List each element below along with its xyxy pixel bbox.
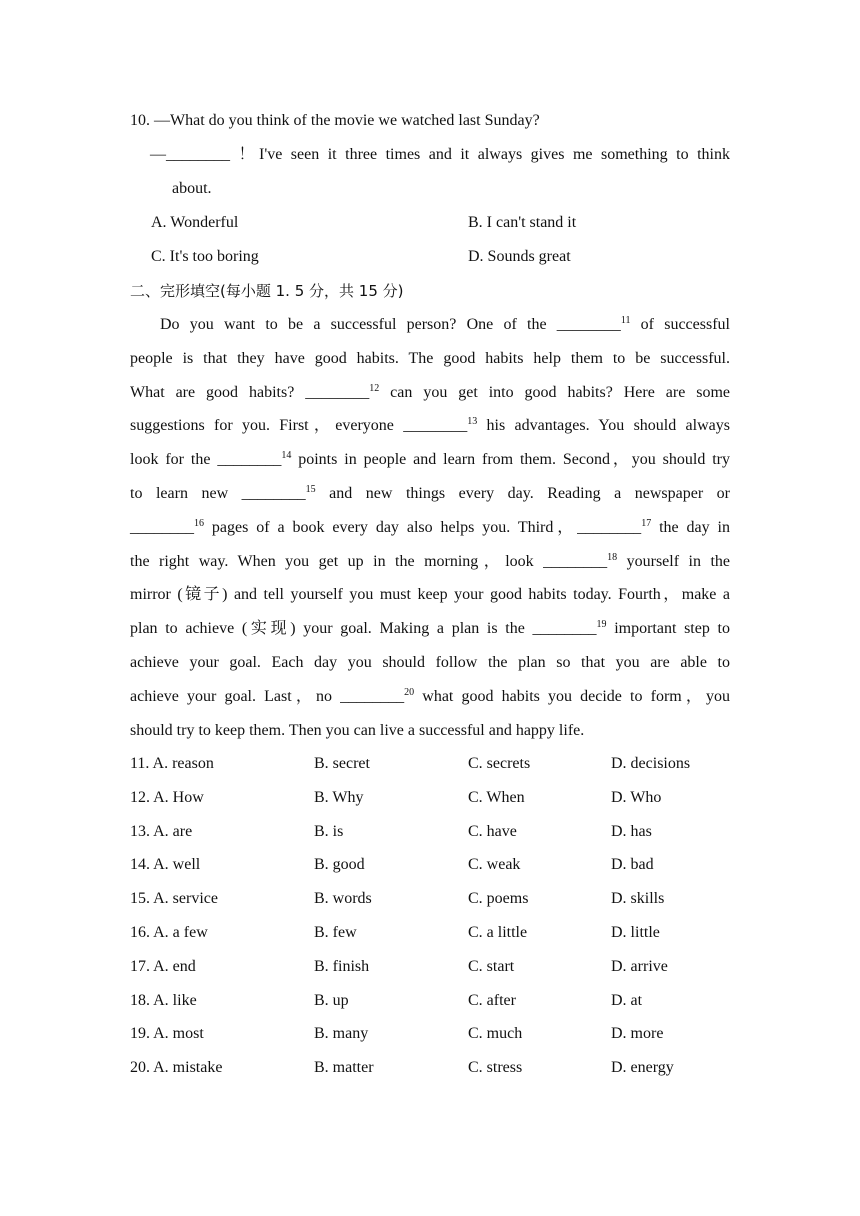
blank-number: 20 — [404, 686, 415, 698]
choice-option: C. poems — [468, 890, 529, 908]
choice-option: D. decisions — [611, 755, 691, 772]
choice-option: C. secrets — [468, 755, 531, 772]
choice-option: C. much — [468, 1025, 523, 1043]
choice-option: B. is — [314, 822, 344, 840]
section-heading: 二、完形填空(每小题 1. 5 分，共 15 分) — [130, 282, 404, 300]
blank-number: 11 — [620, 315, 631, 326]
choice-option: D. has — [611, 822, 652, 840]
passage-line — [130, 409, 730, 443]
choice-option: 16. A. a few — [130, 924, 208, 941]
passage-text: look for the ________ — [130, 451, 282, 469]
blank-number: 17 — [641, 517, 652, 529]
choice-option: C. stress — [468, 1059, 523, 1077]
choice-option: B. finish — [314, 957, 370, 975]
passage-line — [130, 714, 730, 748]
blank-number: 13 — [467, 416, 478, 428]
q10-options-row-1 — [130, 206, 750, 240]
passage-text: people is that they have good habits. The good habits help them to be successful. — [130, 349, 730, 367]
choice-option: D. little — [611, 924, 660, 941]
choice-row — [130, 882, 750, 916]
choice-option: D. bad — [611, 856, 654, 874]
choice-row — [130, 815, 750, 849]
choice-option: D. energy — [611, 1059, 674, 1077]
choice-option: B. many — [314, 1025, 369, 1043]
passage-text: suggestions for you. First，everyone ________ — [130, 417, 468, 435]
choice-option: 13. A. are — [130, 822, 193, 840]
choice-option: B. Why — [314, 788, 364, 806]
choice-option: 15. A. service — [130, 890, 218, 908]
choice-option: C. When — [468, 788, 525, 806]
passage-text: his advantages. You should always — [477, 417, 730, 435]
q10-question: 10. —What do you think of the movie we watched last Sunday? — [130, 112, 540, 129]
passage-line — [130, 477, 730, 511]
passage-line — [130, 646, 730, 680]
passage-text: can you get into good habits? Here are some — [379, 383, 731, 401]
choice-option: C. after — [468, 991, 516, 1009]
passage-text: achieve your goal. Last，no ________ — [130, 687, 405, 705]
passage-line — [130, 511, 730, 545]
q10-option-b: B. I can't stand it — [468, 214, 577, 231]
choice-option: B. words — [314, 890, 372, 908]
q10-options-row-2 — [130, 240, 750, 274]
choice-option: D. skills — [611, 890, 665, 908]
choice-option: 17. A. end — [130, 957, 196, 975]
blank-number: 14 — [281, 450, 292, 462]
choice-option: C. a little — [468, 924, 528, 941]
passage-text: pages of a book every day also helps you. Third，________ — [204, 518, 642, 536]
passage-text: should try to keep them. Then you can live a successful and happy life. — [130, 721, 585, 739]
passage-text: important step to — [606, 620, 730, 638]
choice-option: C. have — [468, 822, 517, 840]
choice-option: B. good — [314, 856, 365, 874]
passage-text: yourself in the — [617, 552, 730, 570]
passage-text: achieve your goal. Each day you should follow the plan so that you are able to — [130, 654, 730, 671]
passage-text: and new things every day. Reading a newspaper or — [315, 485, 730, 502]
choice-option: 20. A. mistake — [130, 1059, 223, 1077]
choice-row — [130, 781, 750, 815]
passage-text: of successful — [630, 316, 730, 333]
passage-line — [130, 443, 730, 477]
choice-row — [130, 950, 750, 984]
q10-option-d: D. Sounds great — [468, 248, 571, 265]
blank-number: 12 — [369, 382, 380, 394]
passage-text: to learn new ________ — [130, 485, 306, 502]
choice-row — [130, 1051, 750, 1085]
q10-reply-line2: about. — [172, 180, 212, 197]
passage-line — [130, 578, 730, 612]
passage-line — [130, 342, 730, 376]
q10-option-a: A. Wonderful — [151, 214, 239, 231]
choice-row — [130, 984, 750, 1018]
blank-number: 18 — [607, 551, 618, 563]
choice-row — [130, 848, 750, 882]
passage-text: What are good habits? ________ — [130, 383, 370, 401]
choice-option: D. Who — [611, 788, 662, 806]
choice-option: 11. A. reason — [130, 755, 214, 772]
q10-option-c: C. It's too boring — [151, 248, 259, 265]
choice-option: D. arrive — [611, 957, 668, 975]
passage-line — [130, 612, 730, 646]
choice-row — [130, 1017, 750, 1051]
passage-text: the right way. When you get up in the morning，look ________ — [130, 552, 608, 570]
blank-number: 19 — [596, 619, 607, 631]
choice-option: B. few — [314, 924, 357, 941]
choice-option: B. matter — [314, 1059, 374, 1077]
passage-text: what good habits you decide to form，you — [414, 687, 730, 705]
choice-option: B. up — [314, 991, 349, 1009]
passage-line — [130, 680, 730, 714]
choice-option: 18. A. like — [130, 991, 197, 1009]
choice-option: 19. A. most — [130, 1025, 204, 1043]
choice-option: D. more — [611, 1025, 664, 1043]
blank-number: 15 — [305, 484, 316, 495]
passage-text: the day in — [651, 518, 730, 536]
choice-option: B. secret — [314, 755, 370, 772]
choice-option: C. start — [468, 957, 515, 975]
passage-line — [160, 308, 730, 342]
passage-text: mirror (镜子) and tell yourself you must keep your good habits today. Fourth，make a — [130, 586, 730, 604]
choice-option: 12. A. How — [130, 788, 204, 806]
q10-reply-line1: —________ ！I've seen it three times and it always gives me something to think — [150, 146, 730, 163]
choice-option: 14. A. well — [130, 856, 201, 874]
blank-number: 16 — [194, 517, 204, 529]
choice-option: C. weak — [468, 856, 521, 874]
choice-option: D. at — [611, 991, 643, 1009]
choice-row — [130, 916, 750, 950]
choice-row — [130, 747, 750, 781]
passage-line — [130, 376, 730, 410]
passage-text: Do you want to be a successful person? One of the ________ — [160, 316, 621, 333]
passage-text: ________ — [130, 518, 194, 536]
passage-text: plan to achieve (实现) your goal. Making a plan is the ________ — [130, 620, 597, 638]
passage-text: points in people and learn from them. Second，you should try — [291, 451, 730, 469]
passage-line — [130, 545, 730, 579]
